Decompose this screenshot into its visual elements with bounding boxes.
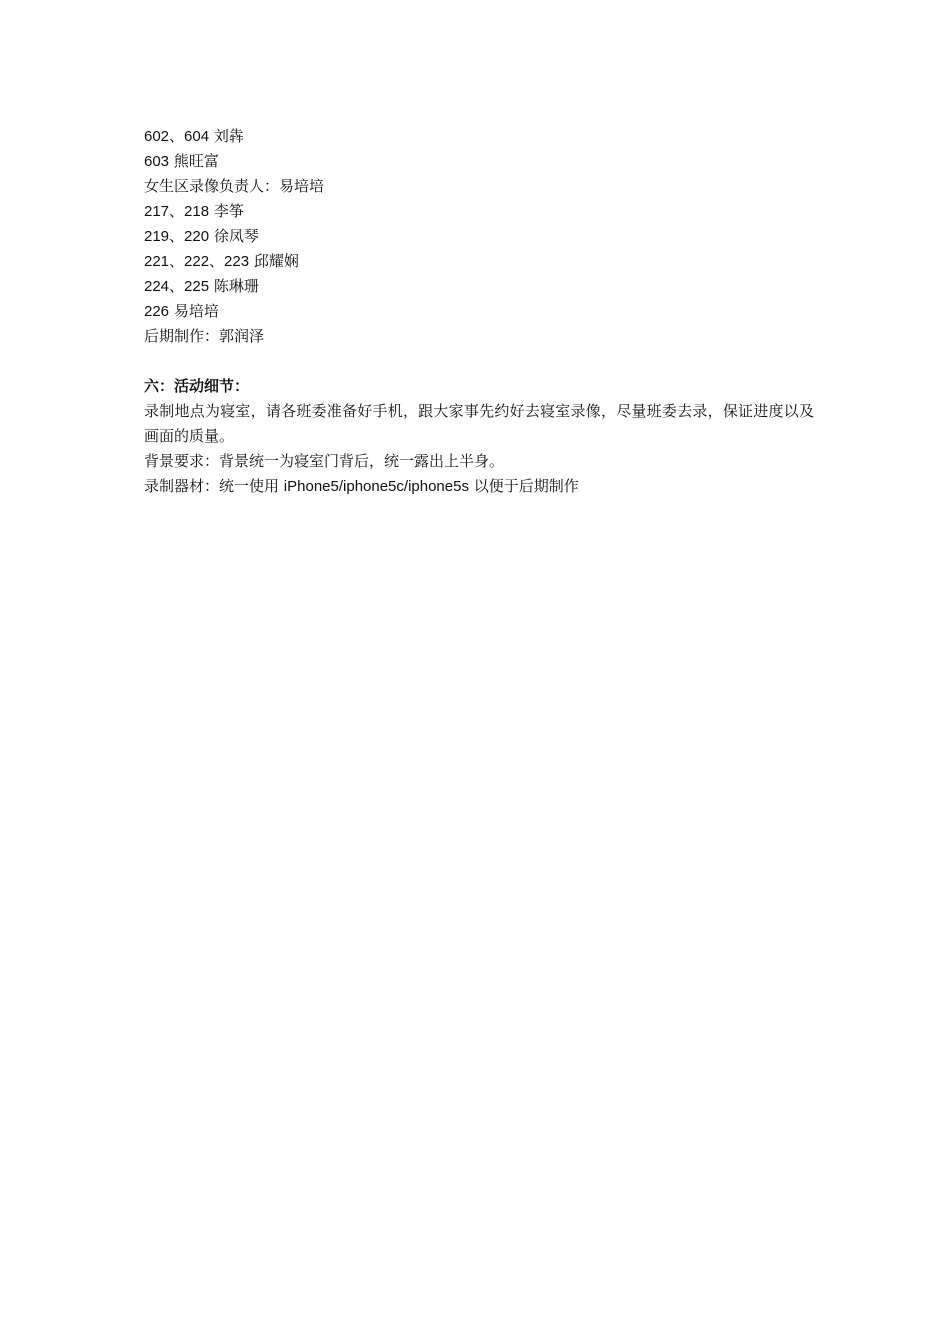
- person-name: 邱耀娴: [253, 252, 299, 270]
- room-numbers: 602、604: [144, 128, 210, 145]
- room-numbers: 221、222、223: [144, 253, 250, 270]
- person-name: 李筝: [213, 202, 244, 220]
- person-name: 徐凤琴: [213, 227, 259, 245]
- paragraph-gap: [144, 349, 814, 374]
- person-name: 熊旺富: [173, 152, 219, 170]
- roster-line: [144, 124, 814, 149]
- post-production-line: 后期制作：郭润泽: [144, 327, 265, 345]
- location-paragraph: 录制地点为寝室，请各班委准备好手机，跟大家事先约好去寝室录像，尽量班委去录，保证进度以及画面的质量。: [144, 402, 814, 445]
- person-name: 刘犇: [213, 127, 244, 145]
- roster-line: [144, 274, 814, 299]
- background-requirement: 背景要求：背景统一为寝室门背后，统一露出上半身。: [144, 452, 505, 470]
- section-heading: 六：活动细节：: [144, 377, 250, 395]
- equipment-suffix: 以便于后期制作: [473, 477, 579, 495]
- female-area-header: 女生区录像负责人：易培培: [144, 177, 325, 195]
- room-numbers: 219、220: [144, 228, 210, 245]
- roster-line: [144, 149, 814, 174]
- person-name: 陈琳珊: [213, 277, 259, 295]
- equipment-devices: iPhone5/iphone5c/iphone5s: [283, 478, 469, 495]
- roster-line: [144, 199, 814, 224]
- room-numbers: 224、225: [144, 278, 210, 295]
- document-body: [144, 124, 814, 499]
- equipment-prefix: 录制器材：统一使用: [144, 477, 280, 495]
- roster-line: [144, 249, 814, 274]
- roster-line: [144, 224, 814, 249]
- equipment-line: [144, 474, 814, 499]
- roster-line: [144, 299, 814, 324]
- person-name: 易培培: [173, 302, 219, 320]
- room-numbers: 603: [144, 153, 170, 170]
- room-numbers: 217、218: [144, 203, 210, 220]
- room-numbers: 226: [144, 303, 170, 320]
